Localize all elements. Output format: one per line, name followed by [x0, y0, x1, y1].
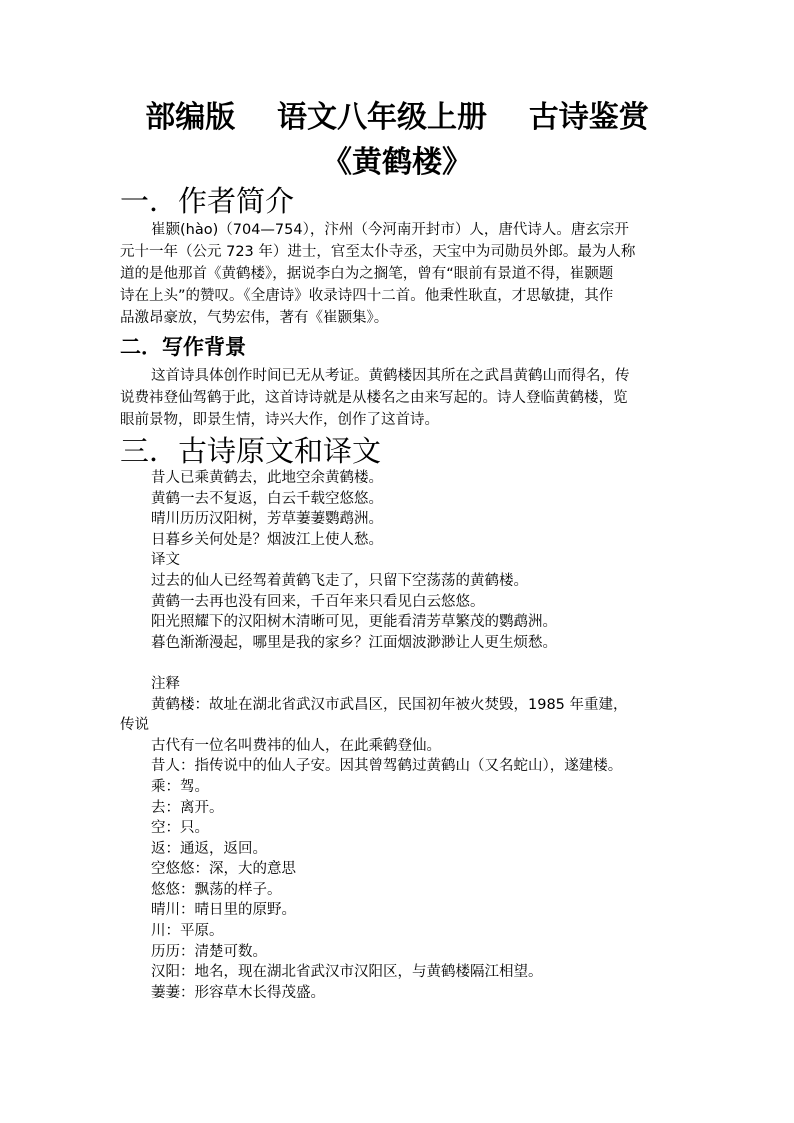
paragraph-line: 这首诗具体创作时间已无从考证。黄鹤楼因其所在之武昌黄鹤山而得名，传: [151, 368, 630, 384]
translation-line: 黄鹤一去再也没有回来，千百年来只看见白云悠悠。: [151, 593, 485, 610]
paragraph-line: 说费祎登仙驾鹤于此，这首诗诗就是从楼名之由来写起的。诗人登临黄鹤楼，览: [120, 390, 628, 406]
author-intro-paragraph: [120, 219, 676, 329]
note-item: 古代有一位名叫费祎的仙人，在此乘鹤登仙。: [151, 737, 441, 754]
poem-line: 日暮乡关何处是？烟波江上使人愁。: [151, 531, 383, 548]
note-item: 黄鹤楼：故址在湖北省武汉市武昌区，民国初年被火焚毁，1985 年重建，: [151, 696, 628, 713]
note-item: 历历：清楚可数。: [151, 943, 267, 960]
note-item: 悠悠：飘荡的样子。: [151, 881, 282, 898]
translation-line: 阳光照耀下的汉阳树木清晰可见，更能看清芳草繁茂的鹦鹉洲。: [151, 614, 557, 631]
note-item: 萋萋：形容草木长得茂盛。: [151, 984, 325, 1001]
paragraph-line: 品激昂豪放，气势宏伟，著有《崔颢集》。: [120, 310, 389, 326]
poem-and-notes: [120, 468, 628, 1003]
translation-line: 暮色渐渐漫起，哪里是我的家乡？江面烟波渺渺让人更生烦愁。: [151, 634, 557, 651]
note-item: 空：只。: [151, 820, 209, 837]
poem-line: 昔人已乘黄鹤去，此地空余黄鹤楼。: [151, 470, 383, 486]
background-paragraph: [120, 365, 676, 431]
note-item: 川：平原。: [151, 923, 224, 940]
notes-label: 注释: [151, 675, 180, 692]
blank-line: [120, 653, 628, 674]
document-title: 部编版 语文八年级上册 古诗鉴赏: [145, 100, 649, 135]
section-heading-poem: 三．古诗原文和译文: [120, 434, 382, 468]
section-heading-background: 二．写作背景: [120, 334, 246, 359]
note-item: 昔人：指传说中的仙人子安。因其曾驾鹤过黄鹤山（又名蛇山），遂建楼。: [151, 758, 623, 775]
note-item: 去：离开。: [151, 799, 224, 816]
translation-label: 译文: [151, 552, 180, 569]
paragraph-line: 道的是他那首《黄鹤楼》，据说李白为之搁笔，曾有“眼前有景道不得，崔颢题: [120, 266, 614, 282]
translation-line: 过去的仙人已经驾着黄鹤飞走了，只留下空荡荡的黄鹤楼。: [151, 572, 528, 589]
note-item: 汉阳：地名，现在湖北省武汉市汉阳区，与黄鹤楼隔江相望。: [151, 964, 543, 981]
paragraph-line: 诗在上头”的赞叹。《全唐诗》收录诗四十二首。他秉性耿直，才思敏捷，其作: [120, 288, 614, 304]
note-item: 晴川：晴日里的原野。: [151, 902, 296, 919]
note-item: 乘：驾。: [151, 778, 209, 795]
poem-line: 晴川历历汉阳树，芳草萋萋鹦鹉洲。: [151, 511, 383, 528]
poem-line: 黄鹤一去不复返，白云千载空悠悠。: [151, 490, 383, 507]
poem-title: 《黄鹤楼》: [322, 145, 472, 180]
paragraph-line: 眼前景物，即景生情，诗兴大作，创作了这首诗。: [120, 412, 439, 428]
note-item-wrap: 传说: [120, 717, 149, 734]
note-item: 空悠悠：深，大的意思: [151, 861, 296, 878]
paragraph-line: 元十一年（公元 723 年）进士，官至太仆寺丞，天宝中为司勋员外郎。最为人称: [120, 244, 636, 260]
note-item: 返：通返，返回。: [151, 840, 267, 857]
paragraph-line: 崔颢(hào)（704—754），汴州（今河南开封市）人，唐代诗人。唐玄宗开: [151, 222, 629, 238]
section-heading-author: 一．作者简介: [120, 184, 295, 218]
